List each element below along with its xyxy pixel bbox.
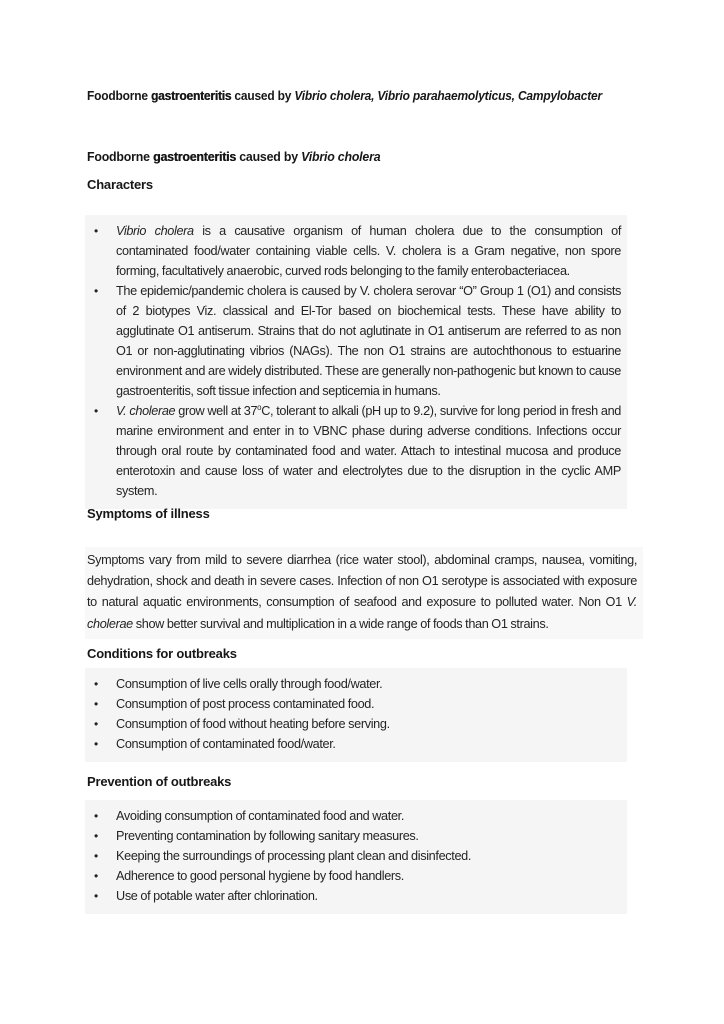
document-title bbox=[87, 87, 667, 104]
text-run: parahaemolyticus, bbox=[409, 88, 518, 103]
symptoms-paragraph bbox=[87, 550, 637, 635]
text-run: Consumption of food without heating before serving. bbox=[116, 717, 390, 731]
bullet-list-item bbox=[85, 866, 627, 886]
text-run: V. cholerae bbox=[87, 595, 637, 631]
text-run: Vibrio cholera bbox=[116, 224, 194, 238]
bullet-list-item bbox=[85, 714, 627, 734]
text-run: Consumption of live cells orally through food/water. bbox=[116, 677, 383, 691]
bullet-list-item bbox=[85, 846, 627, 866]
bullet-list-item bbox=[85, 401, 627, 501]
text-run: o bbox=[257, 402, 262, 412]
text-run: Adherence to good personal hygiene by food handlers. bbox=[116, 869, 404, 883]
text-run: Symptoms vary from mild to severe diarrhea (rice water stool), abdominal cramps, nausea, vomiting, dehydration, shock and death in severe cases. Infection of non O1 serotype is associated with exposure to natural aquatic environments, consumption of seafood and exposure to polluted water. Non O1 bbox=[87, 553, 637, 610]
heading-symptoms-of-illness: Symptoms of illness bbox=[87, 506, 210, 521]
bullet-list-item bbox=[85, 806, 627, 826]
text-run: V. cholerae bbox=[116, 404, 176, 418]
text-run: Keeping the surroundings of processing plant clean and disinfected. bbox=[116, 849, 472, 863]
prevention-bullet-block bbox=[85, 800, 627, 914]
text-run: The epidemic/pandemic cholera is caused by V. cholera serovar “O” Group 1 (O1) and consists of 2 biotypes Viz. classical and El-Tor based on biochemical tests. These have ability to agglutinate O1 antiserum. Strains that do not aglutinate in O1 antiserum are referred to as non O1 or non-agglutinating vibrios (NAGs). The non O1 strains are autochthonous to estuarine environment and are widely distributed. These are generally non-pathogenic but known to cause gastroenteritis, soft tissue infection and septicemia in humans. bbox=[116, 284, 621, 398]
text-run: Consumption of contaminated food/water. bbox=[116, 737, 336, 751]
text-run: grow well at 37 bbox=[175, 404, 258, 418]
text-run: Vibrio bbox=[294, 88, 327, 103]
bullet-list-item bbox=[85, 886, 627, 906]
text-run: gastroenteritis bbox=[150, 88, 232, 103]
text-run: caused by bbox=[235, 149, 302, 164]
text-run: Avoiding consumption of contaminated food and water. bbox=[116, 809, 404, 823]
text-run: cholera, bbox=[326, 88, 378, 103]
characters-bullet-block bbox=[85, 215, 627, 509]
conditions-bullet-list bbox=[85, 674, 627, 754]
text-run: C, tolerant to alkali (pH up to 9.2), survive for long period in fresh and marine environment and enter in to VBNC phase during adverse conditions. Infections occur through oral route by contaminated food and water. Attach to intestinal mucosa and produce enterotoxin and cause loss of water and electrolytes due to the disruption in the cyclic AMP system. bbox=[116, 404, 621, 498]
heading-characters: Characters bbox=[87, 177, 153, 192]
bullet-list-item bbox=[85, 734, 627, 754]
conditions-bullet-block bbox=[85, 668, 627, 762]
bullet-list-item bbox=[85, 674, 627, 694]
text-run: Foodborne bbox=[87, 88, 151, 103]
text-run: Campylobacter bbox=[517, 88, 602, 103]
text-run: gastroenteritis bbox=[153, 149, 236, 164]
text-run: Consumption of post process contaminated food. bbox=[116, 697, 375, 711]
document-subtitle bbox=[87, 148, 610, 165]
text-run: Foodborne bbox=[87, 149, 154, 164]
text-run: is a causative organism of human cholera due to the consumption of contaminated food/water containing viable cells. V. cholera is a Gram negative, non spore forming, facultatively anaerobic, curved rods belonging to the family enterobacteriacea. bbox=[116, 224, 621, 278]
symptoms-paragraph-block bbox=[85, 547, 643, 639]
bullet-list-item bbox=[85, 694, 627, 714]
text-run: Vibrio bbox=[377, 88, 410, 103]
prevention-bullet-list bbox=[85, 806, 627, 906]
text-run: show better survival and multiplication in a wide range of foods than O1 strains. bbox=[132, 616, 549, 631]
bullet-list-item bbox=[85, 221, 627, 281]
bullet-list-item bbox=[85, 281, 627, 401]
heading-conditions-for-outbreaks: Conditions for outbreaks bbox=[87, 646, 237, 661]
characters-bullet-list bbox=[85, 221, 627, 501]
text-run: Preventing contamination by following sanitary measures. bbox=[116, 829, 419, 843]
text-run: Use of potable water after chlorination. bbox=[116, 889, 318, 903]
bullet-list-item bbox=[85, 826, 627, 846]
text-run: Vibrio bbox=[301, 149, 335, 164]
heading-prevention-of-outbreaks: Prevention of outbreaks bbox=[87, 774, 232, 789]
text-run: cholera bbox=[334, 149, 381, 164]
text-run: caused by bbox=[231, 88, 295, 103]
